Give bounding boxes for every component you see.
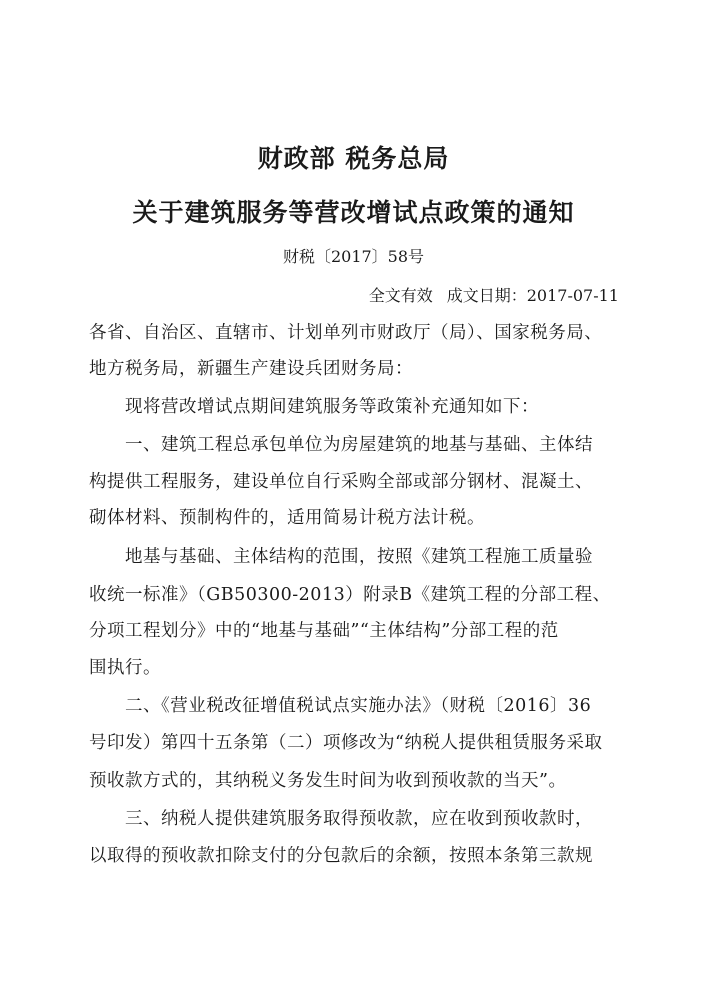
body-line: 三、纳税人提供建筑服务取得预收款，应在收到预收款时， <box>89 809 593 829</box>
body-line: 围执行。 <box>89 658 161 678</box>
body-line: 分项工程划分》中的“地基与基础”“主体结构”分部工程的范 <box>89 621 559 641</box>
body-line: 预收款方式的，其纳税义务发生时间为收到预收款的当天”。 <box>89 771 567 791</box>
body-line: 地基与基础、主体结构的范围，按照《建筑工程施工质量验 <box>89 547 593 567</box>
body-line: 以取得的预收款扣除支付的分包款后的余额，按照本条第三款规 <box>89 846 593 866</box>
validity-status: 全文有效 <box>368 286 433 305</box>
body-line: 号印发）第四十五条第（二）项修改为“纳税人提供租赁服务采取 <box>89 733 603 753</box>
document-title: 关于建筑服务等营改增试点政策的通知 <box>132 198 575 227</box>
body-line: 收统一标准》（GB50300-2013）附录B《建筑工程的分部工程、 <box>89 585 611 605</box>
issue-date: 成文日期：2017-07-11 <box>446 286 619 305</box>
body-line: 地方税务局，新疆生产建设兵团财务局： <box>89 359 413 379</box>
body-line: 二、《营业税改征增值税试点实施办法》（财税〔2016〕36 <box>89 696 592 716</box>
body-line: 构提供工程服务，建设单位自行采购全部或部分钢材、混凝土、 <box>89 472 593 492</box>
body-line: 各省、自治区、直辖市、计划单列市财政厅（局）、国家税务局、 <box>89 323 603 343</box>
body-line: 现将营改增试点期间建筑服务等政策补充通知如下： <box>89 397 539 417</box>
body-line: 一、建筑工程总承包单位为房屋建筑的地基与基础、主体结 <box>89 435 593 455</box>
status-line <box>369 283 619 306</box>
body-line: 砌体材料、预制构件的，适用简易计税方法计税。 <box>89 508 485 528</box>
issuing-org-title: 财政部 税务总局 <box>257 144 450 173</box>
document-number: 财税〔2017〕58号 <box>282 247 425 266</box>
